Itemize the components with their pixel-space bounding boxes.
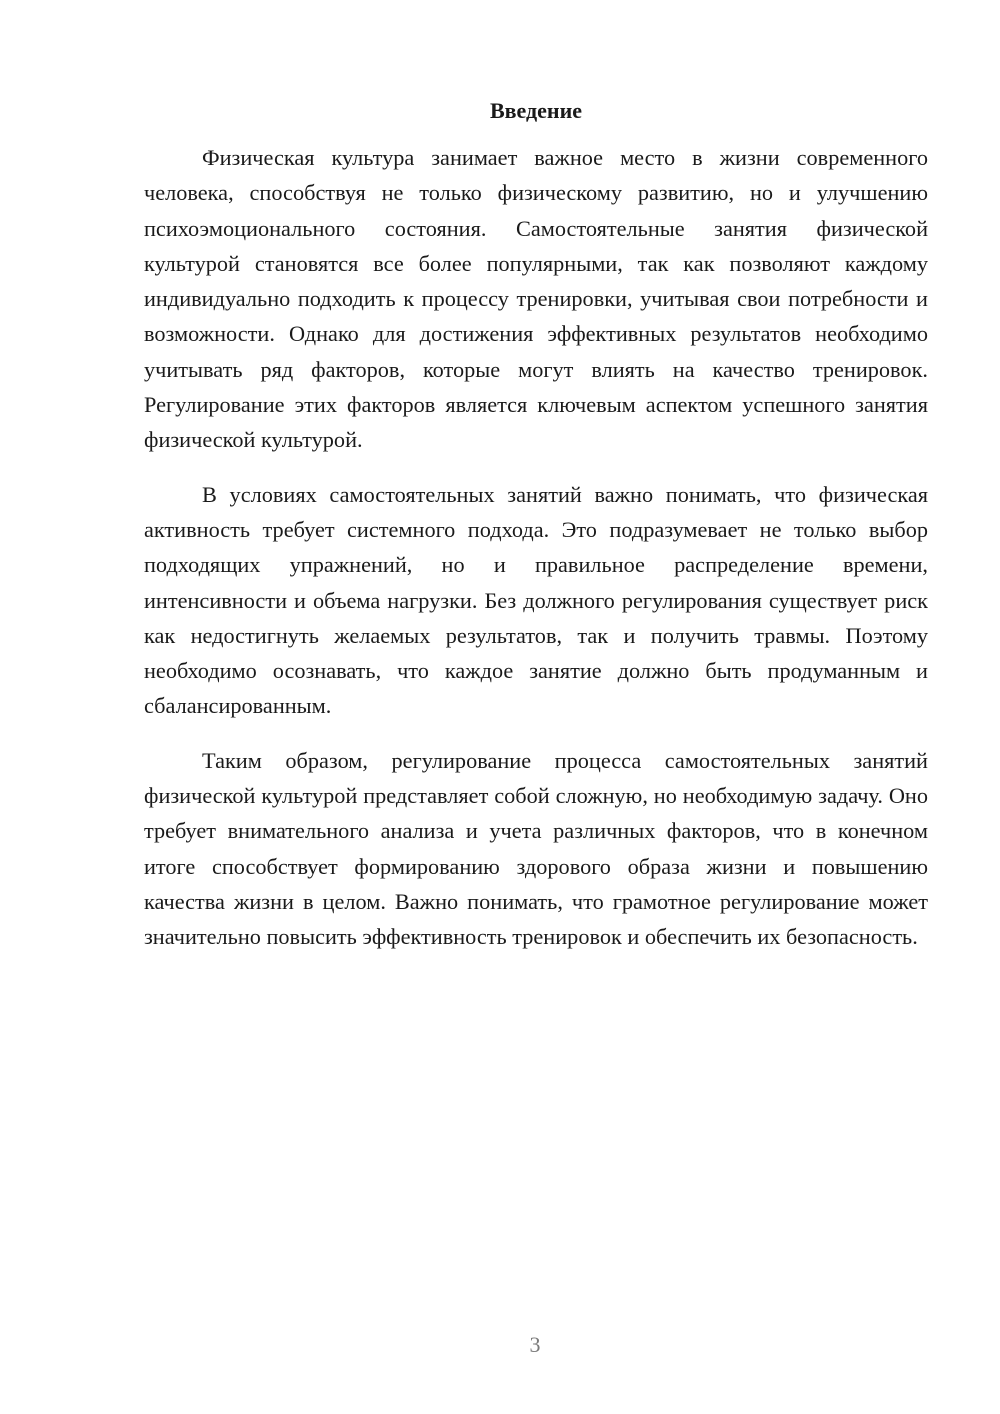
paragraph-intro: Физическая культура занимает важное место в жизни современного человека, способствуя не только физическому развитию, но и улучшению психоэмоционального состояния. Самостоятельные занятия физической культурой становятся все более популярными, так как позволяют каждому индивидуально подходить к процессу тренировки, учитывая свои потребности и возможности. Однако для достижения эффективных результатов необходимо учитывать ряд факторов, которые могут влиять на качество тренировок. Регулирование этих факторов является ключевым аспектом успешного занятия физической культурой. <box>144 145 928 453</box>
page-content <box>144 96 928 955</box>
paragraph-system-approach: В условиях самостоятельных занятий важно понимать, что физическая активность требует системного подхода. Это подразумевает не только выбор подходящих упражнений, но и правильное распределение времени, интенсивности и объема нагрузки. Без должного регулирования существует риск как недостигнуть желаемых результатов, так и получить травмы. Поэтому необходимо осознавать, что каждое занятие должно быть продуманным и сбалансированным. <box>144 481 928 719</box>
paragraph-conclusion: Таким образом, регулирование процесса самостоятельных занятий физической культурой представляет собой сложную, но необходимую задачу. Оно требует внимательного анализа и учета различных факторов, что в конечном итоге способствует формированию здорового образа жизни и повышению качества жизни в целом. Важно понимать, что грамотное регулирование может значительно повысить эффективность тренировок и обеспечить их безопасность. <box>144 747 928 950</box>
page-number: 3 <box>529 1332 541 1357</box>
section-title: Введение <box>489 98 583 123</box>
